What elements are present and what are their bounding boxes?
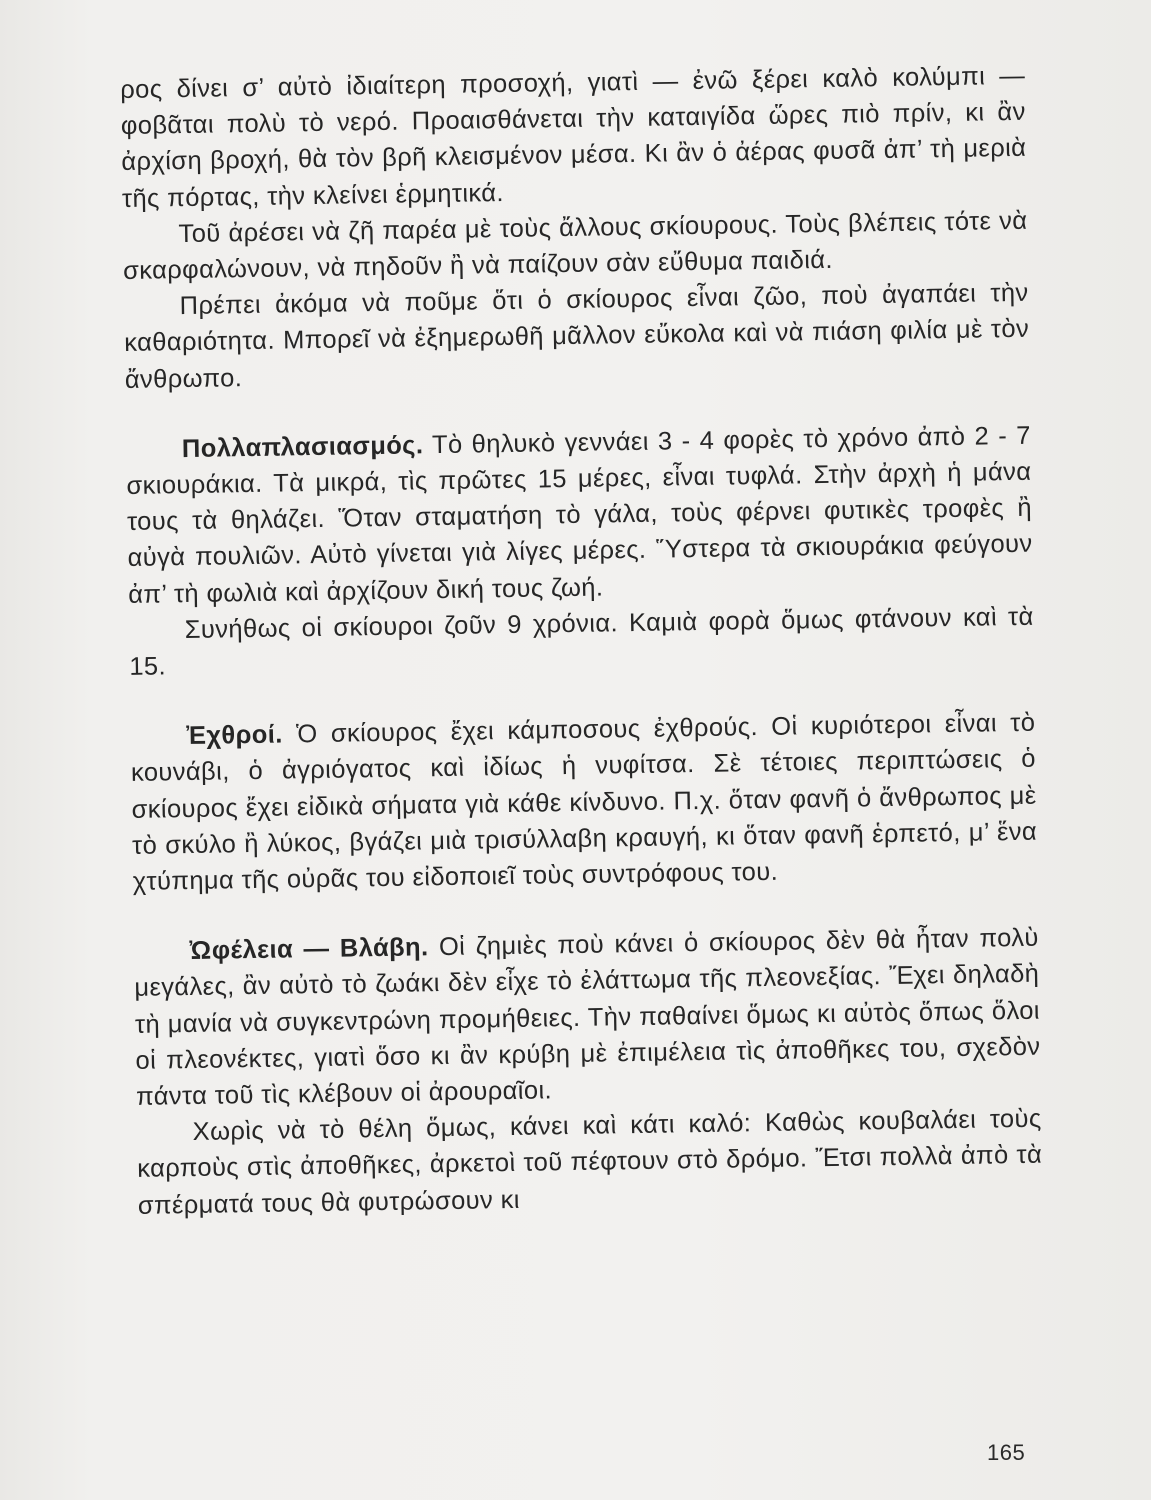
- page-body: [120, 58, 1043, 1224]
- paragraph-reproduction: [126, 418, 1034, 613]
- paragraph-text: Τοῦ ἀρέσει νὰ ζῆ παρέα μὲ τοὺς ἄλλους σκίουρους. Τοὺς βλέπεις τότε νὰ σκαρφαλώνουν, νὰ πηδοῦν ἢ νὰ παίζουν σὰν εὔθυμα παιδιά.: [122, 206, 1028, 285]
- paragraph-text: Πρέπει ἀκόμα νὰ ποῦμε ὅτι ὁ σκίουρος εἶναι ζῶο, ποὺ ἀγαπάει τὴν καθαριότητα. Μπορεῖ νὰ ἐξημερωθῆ μᾶλλον εὔκολα καὶ νὰ πιάση φιλία μὲ τὸν ἄνθρωπο.: [124, 278, 1030, 394]
- section-heading-benefit-harm: Ὠφέλεια — Βλάβη.: [189, 933, 429, 966]
- paragraph-seed-spreading: [136, 1101, 1043, 1224]
- paragraph-enemies: [130, 705, 1038, 900]
- paragraph-lifespan: [128, 599, 1034, 686]
- paragraph-text: ρος δίνει σ’ αὐτὸ ἰδιαίτερη προσοχή, γιατὶ — ἐνῶ ξέρει καλὸ κολύμπι — φοβᾶται πολὺ τὸ νερό. Προαισθάνεται τὴν καταιγίδα ὥρες πιὸ πρίν, κι ἂν ἀρχίση βροχή, θὰ τὸν βρῆ κλεισμένον μέσα. Κι ἂν ὁ ἀέρας φυσᾶ ἀπ’ τὴ μεριὰ τῆς πόρτας, τὴν κλείνει ἑρμητικά.: [120, 61, 1027, 213]
- paragraph-text: Οἱ ζημιὲς ποὺ κάνει ὁ σκίουρος δὲν θὰ ἦταν πολὺ μεγάλες, ἂν αὐτὸ τὸ ζωάκι δὲν εἶχε τὸ ἐλάττωμα τῆς πλεονεξίας. Ἔχει δηλαδὴ τὴ μανία νὰ συγκεντρώνη προμήθειες. Τὴν παθαίνει ὅμως κι αὐτὸς ὅπως ὅλοι οἱ πλεονέκτες, γιατὶ ὅσο κι ἂν κρύβη μὲ ἐπιμέλεια τὶς ἀποθῆκες του, σχεδὸν πάντα τοῦ τὶς κλέβουν οἱ ἀρουραῖοι.: [134, 923, 1041, 1111]
- paragraph-text: Χωρὶς νὰ τὸ θέλη ὅμως, κάνει καὶ κάτι καλό: Καθὼς κουβαλάει τοὺς καρποὺς στὶς ἀποθῆκες, ἀρκετοὶ τοῦ πέφτουν στὸ δρόμο. Ἔτσι πολλὰ ἀπὸ τὰ σπέρματά τους θὰ φυτρώσουν κι: [137, 1104, 1043, 1220]
- section-heading-enemies: Ἐχθροί.: [186, 720, 283, 751]
- paragraph-text: Τὸ θηλυκὸ γεννάει 3 - 4 φορὲς τὸ χρόνο ἀπὸ 2 - 7 σκιουράκια. Τὰ μικρά, τὶς πρῶτες 15 μέρες, εἶναι τυφλά. Στὴν ἀρχὴ ἡ μάνα τους τὰ θηλάζει. Ὅταν σταματήση τὸ γάλα, τοὺς φέρνει φυτικὲς τροφὲς ἢ αὐγὰ πουλιῶν. Αὐτὸ γίνεται γιὰ λίγες μέρες. Ὕστερα τὰ σκιουράκια φεύγουν ἀπ’ τὴ φωλιὰ καὶ ἀρχίζουν δική τους ζωή.: [126, 421, 1033, 609]
- paragraph-text: Συνήθως οἱ σκίουροι ζοῦν 9 χρόνια. Καμιὰ φορὰ ὅμως φτάνουν καὶ τὰ 15.: [129, 602, 1034, 681]
- paragraph-cleanliness: [123, 275, 1030, 398]
- paragraph-intro-continued: [120, 58, 1027, 217]
- page-number: 165: [987, 1440, 1026, 1465]
- paragraph-text: Ὁ σκίουρος ἔχει κάμποσους ἐχθρούς. Οἱ κυριότεροι εἶναι τὸ κουνάβι, ὁ ἀγριόγατος καὶ ἰδίως ἡ νυφίτσα. Σὲ τέτοιες περιπτώσεις ὁ σκίουρος ἔχει εἰδικὰ σήματα γιὰ κάθε κίνδυνο. Π.χ. ὅταν φανῆ ὁ ἄνθρωπος μὲ τὸ σκύλο ἢ λύκος, βγάζει μιὰ τρισύλλαβη κραυγή, κι ὅταν φανῆ ἑρπετό, μ’ ἕνα χτύπημα τῆς οὐρᾶς του εἰδοποιεῖ τοὺς συντρόφους του.: [130, 708, 1038, 896]
- section-heading-reproduction: Πολλαπλασιασμός.: [181, 431, 424, 463]
- paragraph-benefit-harm: [134, 920, 1042, 1115]
